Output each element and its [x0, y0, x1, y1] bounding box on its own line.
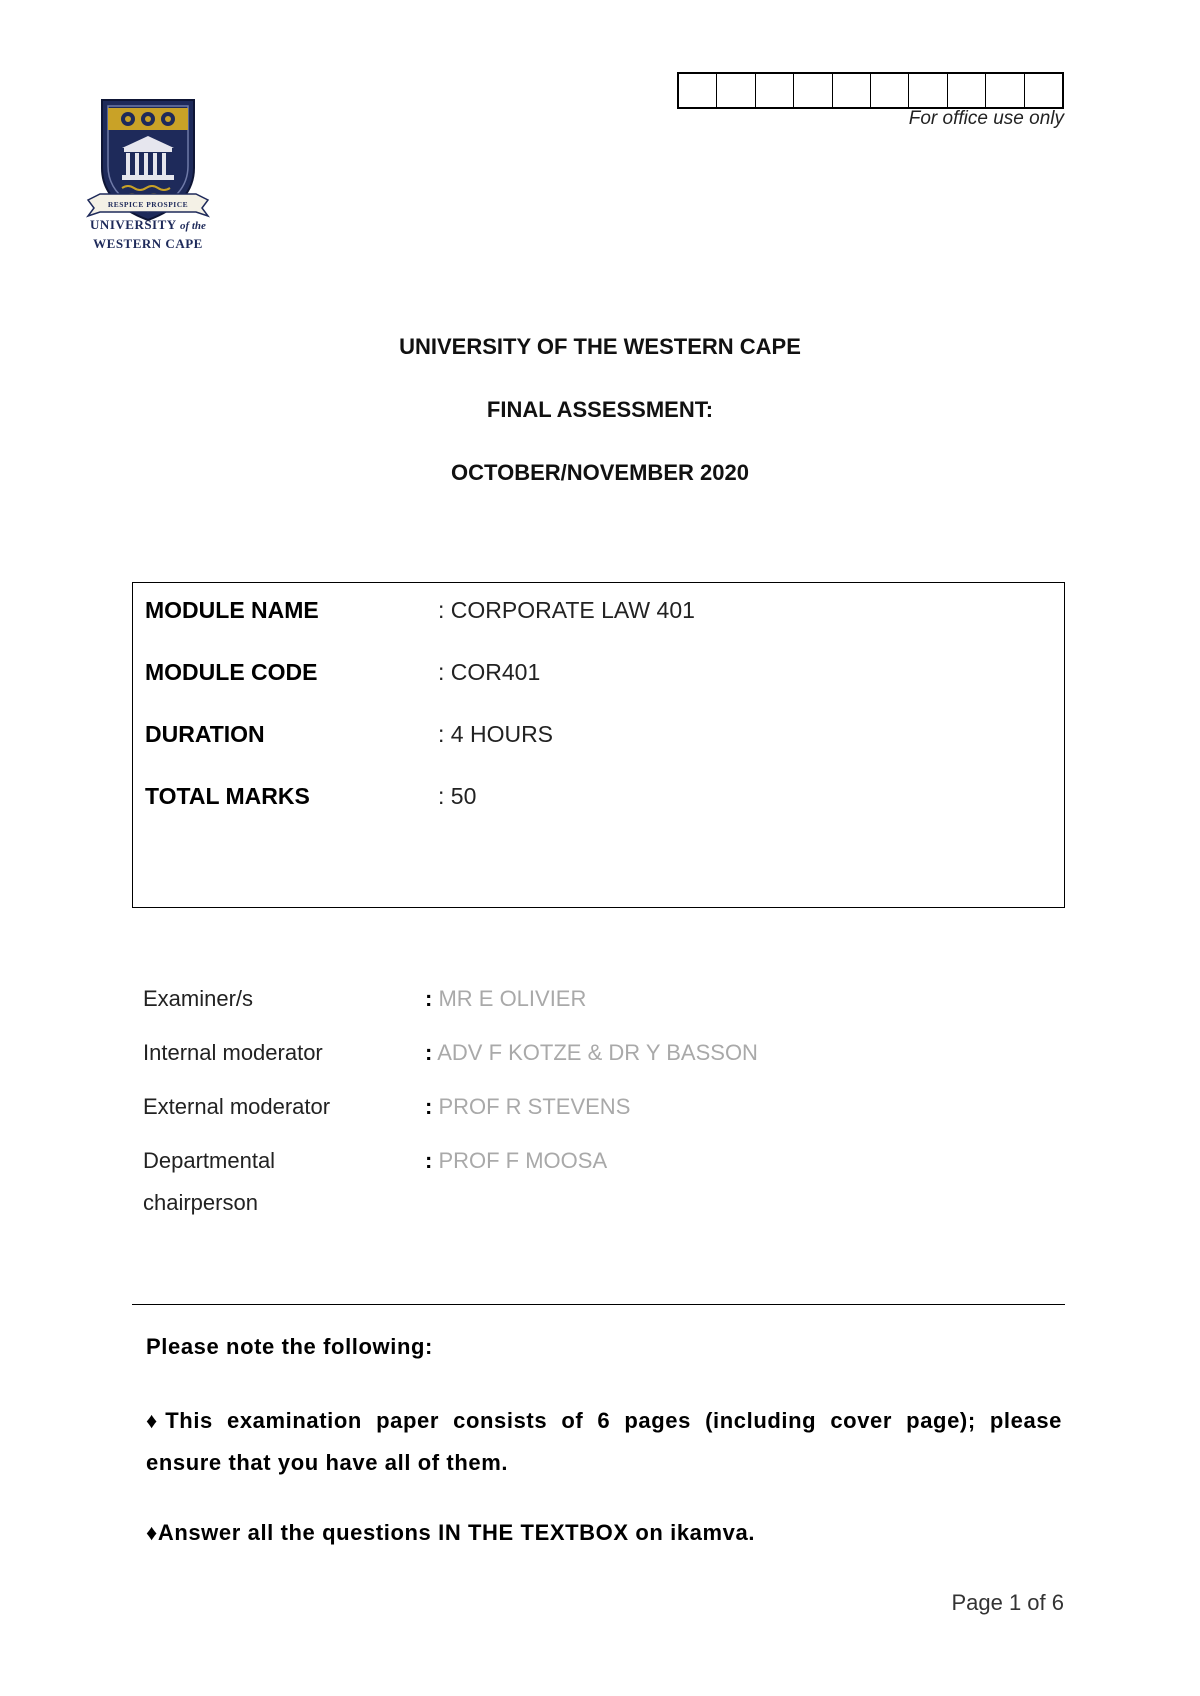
- assessment-title: FINAL ASSESSMENT:: [486, 397, 714, 422]
- assessment-period: OCTOBER/NOVEMBER 2020: [451, 460, 749, 485]
- office-box: [794, 74, 832, 107]
- colon: :: [425, 1148, 433, 1173]
- examiner-label: Examiner/s: [143, 986, 254, 1011]
- duration-value: : 4 HOURS: [438, 721, 554, 747]
- logo-text-university: UNIVERSITY: [90, 217, 177, 232]
- internal-moderator-value: ADV F KOTZE & DR Y BASSON: [437, 1040, 758, 1065]
- module-code-value: : COR401: [438, 659, 541, 685]
- colon: :: [425, 1094, 433, 1119]
- total-marks-value: : 50: [438, 783, 477, 809]
- total-marks-label: TOTAL MARKS: [145, 783, 310, 809]
- logo-text-western-cape: WESTERN CAPE: [93, 236, 203, 251]
- logo-motto: RESPICE PROSPICE: [107, 200, 189, 209]
- office-box: [1025, 74, 1062, 107]
- external-moderator-value: PROF R STEVENS: [438, 1094, 631, 1119]
- notes-heading: Please note the following:: [146, 1334, 433, 1359]
- colon: :: [425, 986, 433, 1011]
- departmental-chairperson-value: PROF F MOOSA: [438, 1148, 608, 1173]
- university-title: UNIVERSITY OF THE WESTERN CAPE: [399, 334, 801, 359]
- colon: :: [425, 1040, 433, 1065]
- office-box: [948, 74, 986, 107]
- office-box: [833, 74, 871, 107]
- office-box: [756, 74, 794, 107]
- module-code-label: MODULE CODE: [145, 659, 318, 685]
- note-item-pages: ♦This examination paper consists of 6 pages (including cover page); please ensure that you have all of them.: [146, 1408, 1062, 1475]
- module-details-box: [132, 582, 1065, 908]
- departmental-chairperson-label: Departmental chairperson: [143, 1148, 276, 1215]
- logo-wordmark: [80, 216, 216, 252]
- office-box: [871, 74, 909, 107]
- office-box: [679, 74, 717, 107]
- office-box: [717, 74, 755, 107]
- examiner-value: MR E OLIVIER: [438, 986, 587, 1011]
- office-box: [909, 74, 947, 107]
- office-use-boxes: [677, 72, 1064, 109]
- note-item-textbox: ♦Answer all the questions IN THE TEXTBOX on ikamva.: [146, 1520, 756, 1545]
- section-divider: [132, 1304, 1065, 1305]
- page-number: Page 1 of 6: [951, 1590, 1064, 1615]
- module-name-value: : CORPORATE LAW 401: [438, 597, 695, 623]
- external-moderator-label: External moderator: [143, 1094, 331, 1119]
- office-use-label: For office use only: [908, 108, 1064, 129]
- office-box: [986, 74, 1024, 107]
- duration-label: DURATION: [145, 721, 265, 747]
- internal-moderator-label: Internal moderator: [143, 1040, 323, 1065]
- module-name-label: MODULE NAME: [145, 597, 319, 623]
- logo-text-of-the: of the: [179, 220, 206, 232]
